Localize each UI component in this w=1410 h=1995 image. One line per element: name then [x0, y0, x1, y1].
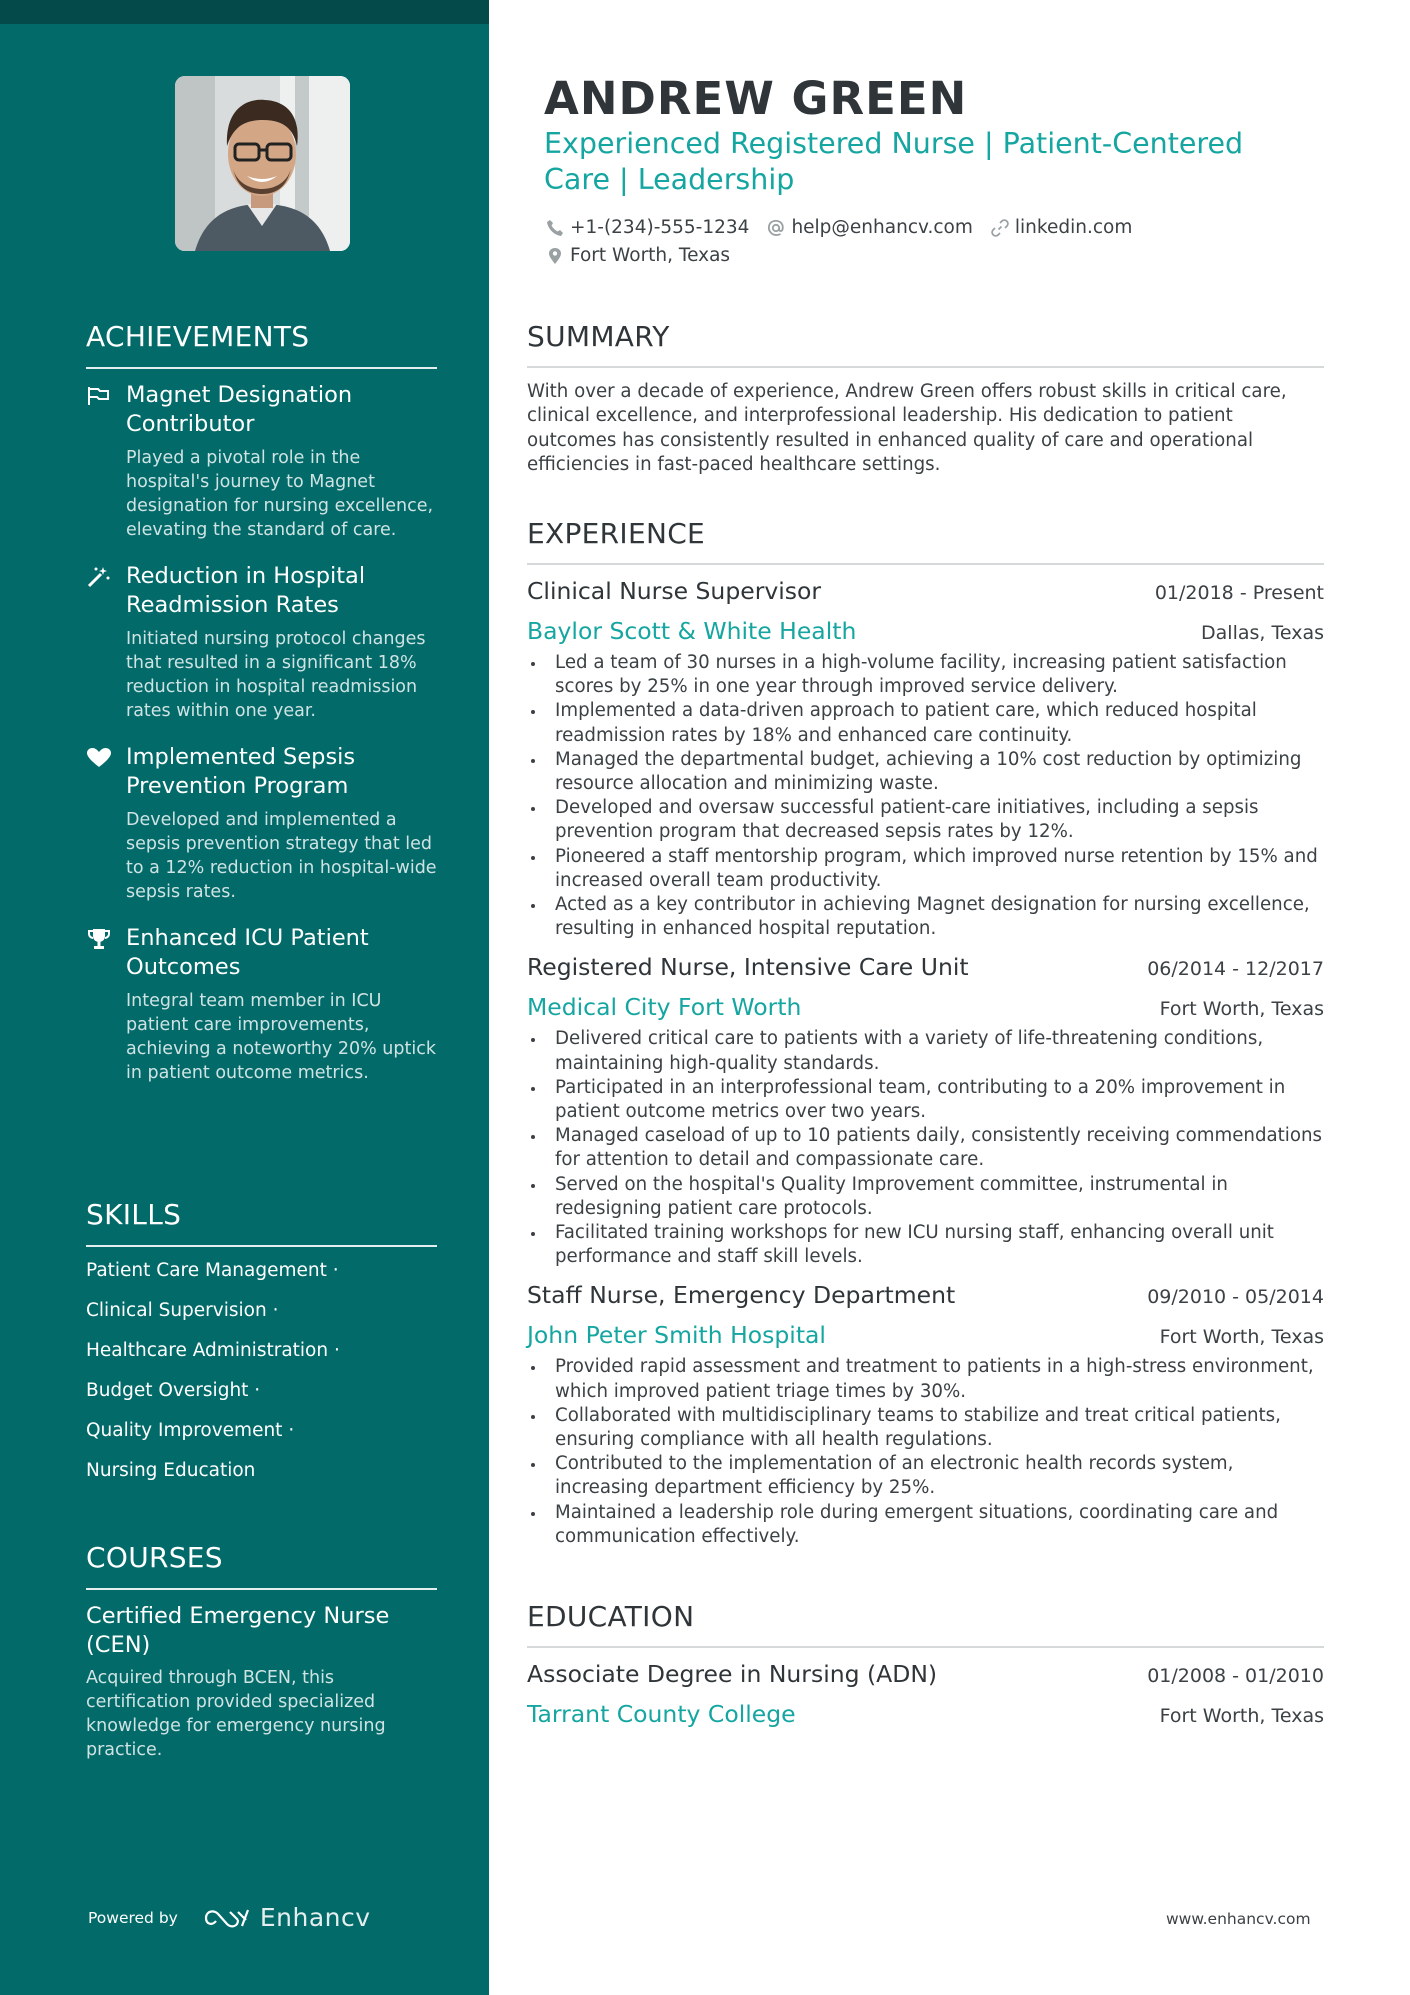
- job-bullet: Served on the hospital's Quality Improvement committee, instrumental in redesigning patient care protocols.: [527, 1173, 1324, 1221]
- achievement-item: [86, 381, 437, 542]
- job-bullet: Facilitated training workshops for new ICU nursing staff, enhancing overall unit performance and staff skill levels.: [527, 1221, 1324, 1269]
- job-bullet: Pioneered a staff mentorship program, which improved nurse retention by 15% and increased overall team productivity.: [527, 845, 1324, 893]
- achievement-description: Developed and implemented a sepsis prevention strategy that led to a 12% reduction in hospital-wide sepsis rates.: [126, 810, 437, 902]
- education-entry: [527, 1660, 1324, 1728]
- job-company: Medical City Fort Worth: [527, 993, 802, 1022]
- courses-heading: COURSES: [86, 1541, 437, 1590]
- flag-icon: [86, 385, 112, 407]
- email-contact[interactable]: [767, 217, 972, 238]
- job-entry: [527, 953, 1324, 1269]
- job-bullet: Provided rapid assessment and treatment to patients in a high-stress environment, which improved patient triage times by 30%.: [527, 1355, 1324, 1403]
- skill-item: Healthcare Administration ·: [86, 1340, 340, 1361]
- school-name: Tarrant County College: [527, 1700, 796, 1728]
- achievement-title: Enhanced ICU Patient Outcomes: [126, 925, 369, 980]
- job-company: Baylor Scott & White Health: [527, 617, 857, 645]
- brand-name: Enhancv: [259, 1903, 371, 1932]
- summary-text: With over a decade of experience, Andrew Green offers robust skills in critical care, clinical excellence, and interprofessional leadership. His dedication to patient outcomes has consistently resulted in enhanced quality of care and operational efficiencies in fast-paced healthcare settings.: [527, 381, 1287, 475]
- education-heading: EDUCATION: [527, 1600, 1324, 1648]
- education-location: Fort Worth, Texas: [1159, 1705, 1324, 1727]
- job-entry: [527, 577, 1324, 941]
- job-bullet: Managed caseload of up to 10 patients daily, consistently receiving commendations for attention to detail and compassionate care.: [527, 1124, 1324, 1172]
- job-bullet: Participated in an interprofessional team, contributing to a 20% improvement in patient outcome metrics over two years.: [527, 1076, 1324, 1124]
- heart-icon: [86, 747, 112, 769]
- job-title: Registered Nurse, Intensive Care Unit: [527, 953, 969, 982]
- achievement-description: Initiated nursing protocol changes that resulted in a significant 18% reduction in hospital readmission rates within one year.: [126, 629, 426, 721]
- experience-heading: EXPERIENCE: [527, 517, 1324, 565]
- job-bullet: Delivered critical care to patients with a variety of life-threatening conditions, maintaining high-quality standards.: [527, 1027, 1324, 1075]
- achievement-description: Integral team member in ICU patient care improvements, achieving a noteworthy 20% uptick in patient outcome metrics.: [126, 991, 436, 1083]
- summary-section: [527, 320, 1324, 477]
- job-location: Fort Worth, Texas: [1159, 1326, 1324, 1349]
- course-description: Acquired through BCEN, this certification provided specialized knowledge for emergency nursing practice.: [86, 1668, 386, 1760]
- phone-number: +1-(234)-555-1234: [570, 217, 750, 238]
- achievement-item: [86, 562, 437, 723]
- trophy-icon: [86, 928, 112, 950]
- education-dates: 01/2008 - 01/2010: [1147, 1665, 1324, 1687]
- job-bullet: Maintained a leadership role during emergent situations, coordinating care and communication effectively.: [527, 1501, 1324, 1549]
- footer-url[interactable]: www.enhancv.com: [1166, 1910, 1311, 1928]
- phone-contact: [546, 217, 749, 238]
- achievements-heading: ACHIEVEMENTS: [86, 320, 437, 369]
- achievement-title: Implemented Sepsis Prevention Program: [126, 744, 356, 799]
- email-address[interactable]: help@enhancv.com: [791, 217, 973, 238]
- skill-item: Clinical Supervision ·: [86, 1300, 279, 1321]
- degree-title: Associate Degree in Nursing (ADN): [527, 1660, 938, 1688]
- linkedin-url[interactable]: linkedin.com: [1014, 217, 1133, 238]
- job-bullets: [527, 1355, 1324, 1549]
- skill-item: Nursing Education: [86, 1460, 256, 1481]
- location-pin-icon: [546, 247, 564, 265]
- job-title: Staff Nurse, Emergency Department: [527, 1281, 956, 1310]
- location-text: Fort Worth, Texas: [570, 245, 731, 266]
- job-bullets: [527, 1027, 1324, 1269]
- job-bullet: Led a team of 30 nurses in a high-volume facility, increasing patient satisfaction scores by 25% in one year through improved service delivery.: [527, 651, 1324, 699]
- achievement-title: Reduction in Hospital Readmission Rates: [126, 563, 366, 618]
- job-title: Clinical Nurse Supervisor: [527, 577, 822, 605]
- job-entry: [527, 1281, 1324, 1549]
- achievement-title: Magnet Designation Contributor: [126, 382, 353, 437]
- candidate-name: ANDREW GREEN: [544, 72, 968, 125]
- skill-item: Budget Oversight ·: [86, 1380, 261, 1401]
- at-icon: [767, 219, 785, 237]
- job-company: John Peter Smith Hospital: [527, 1321, 826, 1350]
- job-dates: 09/2010 - 05/2014: [1147, 1286, 1324, 1309]
- link-icon: [991, 219, 1009, 237]
- skills-section: [86, 1198, 437, 1499]
- sidebar-top-bar: [0, 0, 489, 24]
- location-contact: [546, 245, 730, 266]
- course-title: Certified Emergency Nurse (CEN): [86, 1603, 390, 1658]
- contact-row: [546, 217, 1150, 238]
- job-location: Fort Worth, Texas: [1159, 998, 1324, 1021]
- profile-photo: [175, 76, 350, 251]
- job-bullet: Implemented a data-driven approach to patient care, which reduced hospital readmission rates by 18% and enhanced care continuity.: [527, 699, 1324, 747]
- powered-by: [88, 1903, 371, 1932]
- skill-item: Patient Care Management ·: [86, 1260, 339, 1281]
- job-location: Dallas, Texas: [1201, 622, 1324, 644]
- headline: Experienced Registered Nurse | Patient-Centered Care | Leadership: [544, 127, 1244, 196]
- job-bullets: [527, 651, 1324, 941]
- summary-heading: SUMMARY: [527, 320, 1324, 368]
- job-bullet: Collaborated with multidisciplinary teams to stabilize and treat critical patients, ensuring compliance with all health regulations.: [527, 1404, 1324, 1452]
- powered-by-label: Powered by: [88, 1908, 178, 1927]
- achievement-item: [86, 743, 437, 904]
- job-bullet: Managed the departmental budget, achieving a 10% cost reduction by optimizing resource allocation and minimizing waste.: [527, 748, 1324, 796]
- job-bullet: Contributed to the implementation of an electronic health records system, increasing department efficiency by 25%.: [527, 1452, 1324, 1500]
- skill-item: Quality Improvement ·: [86, 1420, 295, 1441]
- enhancv-logo-icon: [204, 1906, 250, 1930]
- achievements-section: [86, 320, 437, 1105]
- job-dates: 06/2014 - 12/2017: [1147, 958, 1324, 981]
- experience-section: [527, 517, 1324, 1561]
- achievement-item: [86, 924, 437, 1085]
- job-bullet: Acted as a key contributor in achieving Magnet designation for nursing excellence, resulting in enhanced hospital reputation.: [527, 893, 1324, 941]
- skills-heading: SKILLS: [86, 1198, 437, 1247]
- job-dates: 01/2018 - Present: [1154, 582, 1324, 604]
- sidebar: [0, 0, 489, 1995]
- courses-section: [86, 1541, 437, 1762]
- phone-icon: [546, 219, 564, 237]
- education-section: [527, 1600, 1324, 1740]
- magic-wand-icon: [86, 566, 112, 588]
- achievement-description: Played a pivotal role in the hospital's journey to Magnet designation for nursing excellence, elevating the standard of care.: [126, 448, 434, 540]
- linkedin-contact[interactable]: [991, 217, 1132, 238]
- location-row: [546, 245, 748, 266]
- job-bullet: Developed and oversaw successful patient-care initiatives, including a sepsis prevention program that decreased sepsis rates by 12%.: [527, 796, 1324, 844]
